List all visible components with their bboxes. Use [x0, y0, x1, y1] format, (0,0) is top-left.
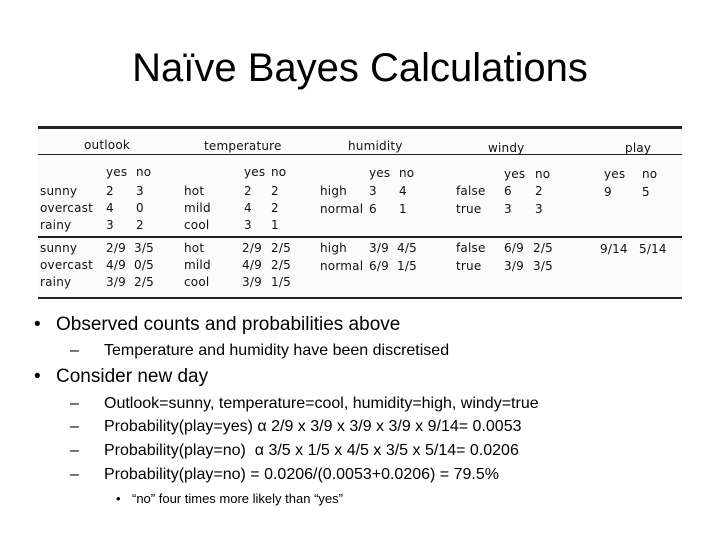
probability-cell: 4/5: [397, 241, 417, 255]
probability-cell: 2/5: [271, 258, 291, 272]
probability-cell: 2/5: [533, 241, 553, 255]
windy-label: true: [456, 259, 482, 273]
sub-bullet-text: Probability(play=no) α 3/5 x 1/5 x 4/5 x 3/5 x 5/14= 0.0206: [104, 442, 519, 459]
dash-marker: –: [70, 466, 79, 483]
probability-cell: 2/5: [134, 275, 154, 289]
probability-cell: 3/5: [134, 241, 154, 255]
probability-cell: 1/5: [271, 275, 291, 289]
subheader-yes: yes: [369, 166, 391, 180]
subheader-yes: yes: [106, 165, 128, 179]
bullet-marker: •: [116, 491, 121, 506]
subheader-no: no: [399, 166, 415, 180]
sub-bullet-text: Temperature and humidity have been discretised: [104, 342, 450, 359]
dash-marker: –: [70, 395, 79, 412]
count-cell: 5: [642, 185, 650, 199]
sub-bullet-item: [70, 465, 499, 485]
table-top-rule: [38, 126, 682, 129]
temperature-label: cool: [184, 275, 210, 289]
temperature-label: cool: [184, 218, 210, 232]
count-cell: 1: [271, 218, 279, 232]
humidity-label: high: [320, 184, 347, 198]
header-play: play: [625, 141, 652, 155]
outlook-label: rainy: [40, 218, 72, 232]
count-cell: 3: [369, 184, 377, 198]
temperature-label: hot: [184, 241, 205, 255]
probability-cell: 2/9: [106, 241, 126, 255]
count-cell: 9: [604, 185, 612, 199]
probability-cell: 2/9: [242, 241, 262, 255]
probability-cell: 4/9: [242, 258, 262, 272]
count-cell: 2: [106, 184, 114, 198]
count-cell: 1: [399, 202, 407, 216]
sub-bullet-item: [70, 441, 519, 461]
humidity-label: high: [320, 241, 347, 255]
sub-bullet-item: [70, 341, 450, 361]
bullet-text: Consider new day: [56, 366, 209, 387]
count-cell: 3: [535, 202, 543, 216]
temperature-label: mild: [184, 201, 211, 215]
count-cell: 6: [504, 184, 512, 198]
temperature-label: mild: [184, 258, 211, 272]
probability-cell: 2/5: [271, 241, 291, 255]
subheader-no: no: [642, 167, 658, 181]
header-humidity: humidity: [348, 139, 403, 153]
outlook-label: sunny: [40, 241, 78, 255]
probability-cell: 3/9: [504, 259, 524, 273]
count-cell: 3: [136, 184, 144, 198]
probability-cell: 4/9: [106, 258, 126, 272]
table-header-rule: [38, 154, 682, 155]
count-cell: 2: [271, 184, 279, 198]
count-cell: 2: [271, 201, 279, 215]
sub-sub-bullet-item: [116, 490, 343, 508]
humidity-label: normal: [320, 202, 364, 216]
count-cell: 2: [244, 184, 252, 198]
sub-bullet-text: Probability(play=yes) α 2/9 x 3/9 x 3/9 x 3/9 x 9/14= 0.0053: [104, 418, 522, 435]
count-cell: 2: [136, 218, 144, 232]
count-cell: 3: [244, 218, 252, 232]
probability-cell: 3/9: [369, 241, 389, 255]
count-cell: 0: [136, 201, 144, 215]
count-cell: 3: [106, 218, 114, 232]
subheader-no: no: [136, 165, 152, 179]
outlook-label: rainy: [40, 275, 72, 289]
windy-label: true: [456, 202, 482, 216]
temperature-label: hot: [184, 184, 205, 198]
header-outlook: outlook: [84, 138, 131, 152]
count-cell: 6: [369, 202, 377, 216]
bullet-marker: •: [34, 314, 41, 335]
probability-cell: 9/14: [600, 242, 628, 256]
subheader-yes: yes: [244, 165, 266, 179]
count-cell: 2: [535, 184, 543, 198]
sub-bullet-text: Outlook=sunny, temperature=cool, humidity=high, windy=true: [104, 395, 539, 412]
bullet-text: Observed counts and probabilities above: [56, 314, 401, 335]
table-bottom-rule: [38, 297, 682, 299]
subheader-no: no: [271, 165, 287, 179]
outlook-label: overcast: [40, 258, 94, 272]
dash-marker: –: [70, 442, 79, 459]
subheader-yes: yes: [604, 167, 626, 181]
probability-cell: 6/9: [369, 259, 389, 273]
count-cell: 3: [504, 202, 512, 216]
probability-cell: 1/5: [397, 259, 417, 273]
windy-label: false: [456, 241, 486, 255]
probability-cell: 5/14: [639, 242, 667, 256]
count-cell: 4: [399, 184, 407, 198]
sub-bullet-item: [70, 394, 539, 414]
outlook-label: overcast: [40, 201, 94, 215]
probability-cell: 6/9: [504, 241, 524, 255]
sub-bullet-text: Probability(play=no) = 0.0206/(0.0053+0.0206) = 79.5%: [104, 466, 499, 483]
probability-cell: 3/9: [242, 275, 262, 289]
humidity-label: normal: [320, 259, 364, 273]
subheader-no: no: [535, 167, 551, 181]
outlook-label: sunny: [40, 184, 78, 198]
probability-cell: 3/5: [533, 259, 553, 273]
count-cell: 4: [244, 201, 252, 215]
bullet-marker: •: [34, 366, 41, 387]
count-cell: 4: [106, 201, 114, 215]
slide-title: Naïve Bayes Calculations: [132, 46, 588, 90]
dash-marker: –: [70, 342, 79, 359]
table-mid-rule: [38, 236, 682, 238]
windy-label: false: [456, 184, 486, 198]
probability-cell: 0/5: [134, 258, 154, 272]
frequency-table: [38, 124, 682, 300]
subheader-yes: yes: [504, 167, 526, 181]
header-temperature: temperature: [204, 139, 282, 153]
probability-cell: 3/9: [106, 275, 126, 289]
sub-sub-bullet-text: “no” four times more likely than “yes”: [132, 491, 343, 506]
header-windy: windy: [488, 141, 525, 155]
sub-bullet-item: [70, 417, 522, 437]
dash-marker: –: [70, 418, 79, 435]
